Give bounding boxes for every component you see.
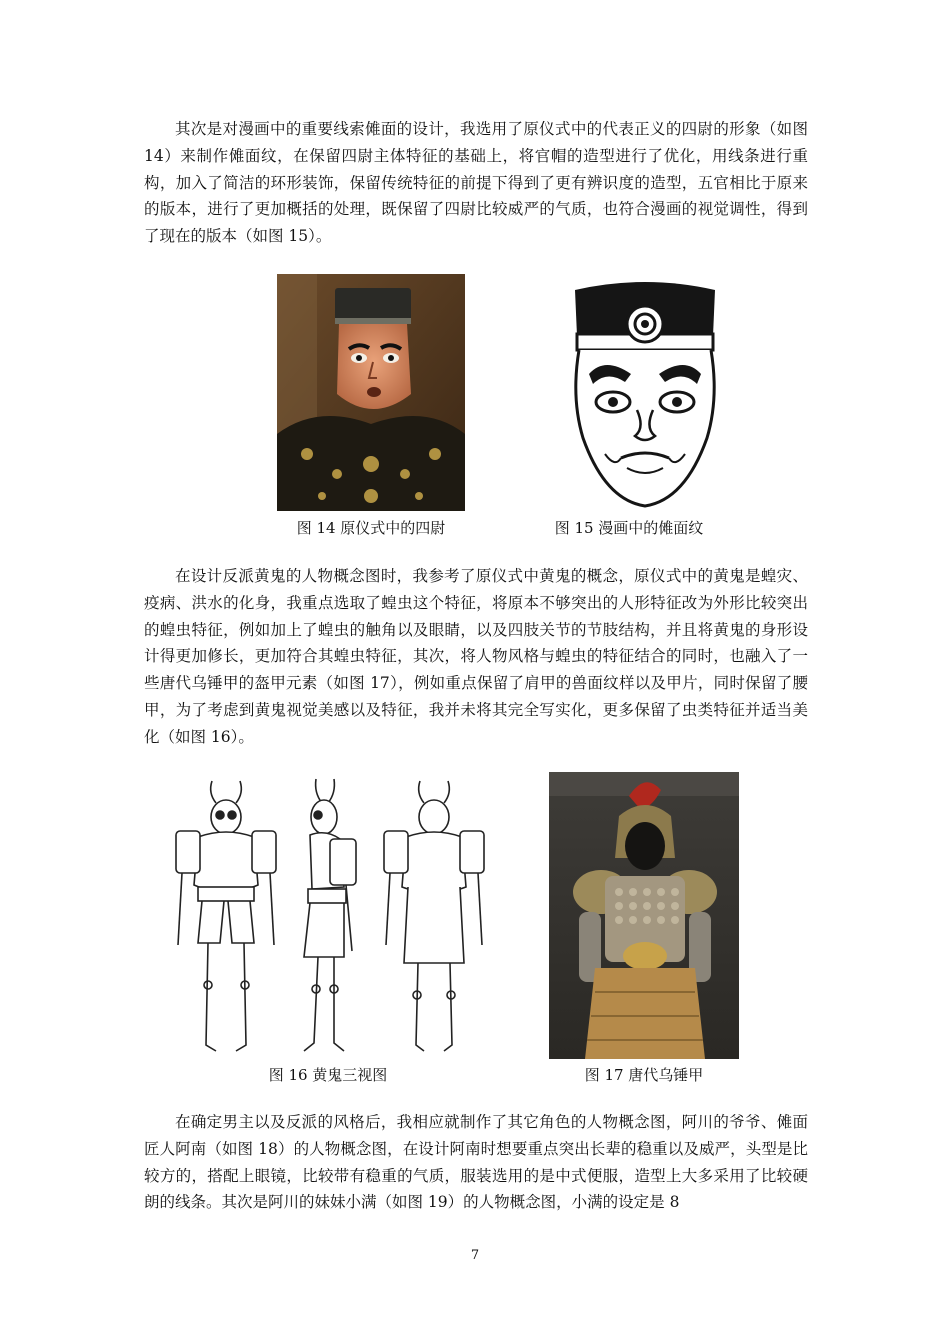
paragraph-other-characters: 在确定男主以及反派的风格后，我相应就制作了其它角色的人物概念图，阿川的爷爷、傩面匠人阿南（如图 18）的人物概念图，在设计阿南时想要重点突出长辈的稳重以及威严，头型是比较方的，搭配上眼镜，比较带有稳重的气质，服装选用的是中式便服，造型上大多采用了比较硬朗的线条。其次是阿川的妹妹小满（如图 19）的人物概念图，小满的设定是 8 [144, 1113, 808, 1212]
figure-15-mask-drawing [565, 278, 725, 510]
figure-16-caption: 图 16 黄鬼三视图 [268, 1066, 388, 1084]
page-number: 7 [470, 1248, 480, 1263]
paragraph-huanggui-design: 在设计反派黄鬼的人物概念图时，我参考了原仪式中黄鬼的概念，原仪式中的黄鬼是蝗灾、疫病、洪水的化身，我重点选取了蝗虫这个特征，将原本不够突出的人形特征改为外形比较突出的蝗虫特征，例如加上了蝗虫的触角以及眼睛，以及四肢关节的节肢结构，并且将黄鬼的身形设计得更加修长，更加符合其蝗虫特征，其次，将人物风格与蝗虫的特征结合的同时，也融入了一些唐代乌锤甲的盔甲元素（如图 17），例如重点保留了肩甲的兽面纹样以及甲片，同时保留了腰甲，为了考虑到黄鬼视觉美感以及特征，我并未将其完全写实化，更多保留了虫类特征并适当美化（如图 16）。 [144, 567, 808, 746]
figure-14-photo [277, 274, 465, 511]
figure-14-caption: 图 14 原仪式中的四尉 [296, 519, 446, 537]
figure-16-three-view [168, 775, 486, 1060]
figure-17-caption: 图 17 唐代乌锤甲 [584, 1066, 704, 1084]
paragraph-nuo-mask-design: 其次是对漫画中的重要线索傩面的设计，我选用了原仪式中的代表正义的四尉的形象（如图 14）来制作傩面纹，在保留四尉主体特征的基础上，将官帽的造型进行了优化，用线条进行重构，加入了简洁的环形装饰，保留传统特征的前提下得到了更有辨识度的造型，五官相比于原来的版本，进行了更加概括的处理，既保留了四尉比较威严的气质，也符合漫画的视觉调性，得到了现在的版本（如图 15）。 [144, 120, 808, 246]
figure-15-caption: 图 15 漫画中的傩面纹 [554, 519, 704, 537]
figure-17-armor-photo [549, 772, 739, 1059]
